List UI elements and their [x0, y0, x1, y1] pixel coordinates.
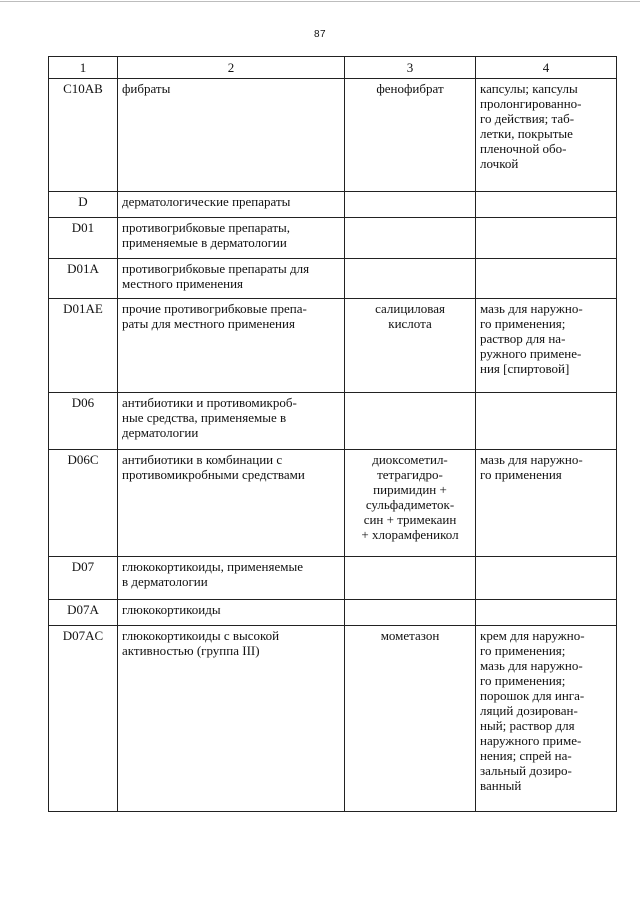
dosage-form-cell	[476, 259, 617, 299]
table-body	[49, 79, 617, 812]
anatomical-group-cell: противогрибковые препараты для местного применения	[118, 259, 345, 299]
anatomical-group-cell: антибиотики в комбинации с противомикробными средствами	[118, 450, 345, 557]
column-header-1: 1	[49, 57, 118, 79]
atc-code-cell: C10AB	[49, 79, 118, 192]
table-row	[49, 600, 617, 626]
anatomical-group-cell: глюкокортикоиды	[118, 600, 345, 626]
table-row	[49, 299, 617, 393]
anatomical-group-cell: дерматологические препараты	[118, 192, 345, 218]
column-header-2: 2	[118, 57, 345, 79]
top-scan-edge	[0, 1, 640, 2]
dosage-form-cell	[476, 557, 617, 600]
table-row	[49, 557, 617, 600]
anatomical-group-cell: антибиотики и противомикроб- ные средства, применяемые в дерматологии	[118, 393, 345, 450]
atc-code-cell: D	[49, 192, 118, 218]
dosage-form-cell: крем для наружно- го применения; мазь для наружно- го применения; порошок для инга- ляций дозирован- ный; раствор для наружного приме- нения; спрей на- зальный дозиро- ванный	[476, 626, 617, 812]
anatomical-group-cell: глюкокортикоиды с высокой активностью (группа III)	[118, 626, 345, 812]
table-row	[49, 79, 617, 192]
atc-code-cell: D01	[49, 218, 118, 259]
drug-name-cell	[345, 600, 476, 626]
anatomical-group-cell: противогрибковые препараты, применяемые в дерматологии	[118, 218, 345, 259]
drug-name-cell	[345, 557, 476, 600]
dosage-form-cell	[476, 393, 617, 450]
drug-name-cell: мометазон	[345, 626, 476, 812]
table-row	[49, 192, 617, 218]
table-header-row	[49, 57, 617, 79]
atc-code-cell: D06	[49, 393, 118, 450]
dosage-form-cell	[476, 218, 617, 259]
drug-name-cell	[345, 218, 476, 259]
table-row	[49, 626, 617, 812]
atc-code-cell: D07A	[49, 600, 118, 626]
anatomical-group-cell: глюкокортикоиды, применяемые в дерматологии	[118, 557, 345, 600]
column-header-3: 3	[345, 57, 476, 79]
atc-code-cell: D07	[49, 557, 118, 600]
atc-code-cell: D06C	[49, 450, 118, 557]
drug-name-cell: фенофибрат	[345, 79, 476, 192]
drug-name-cell: салициловая кислота	[345, 299, 476, 393]
dosage-form-cell: мазь для наружно- го применения	[476, 450, 617, 557]
atc-code-cell: D07AC	[49, 626, 118, 812]
dosage-form-cell: капсулы; капсулы пролонгированно- го действия; таб- летки, покрытые пленочной обо- лочкой	[476, 79, 617, 192]
table-row	[49, 259, 617, 299]
dosage-form-cell	[476, 192, 617, 218]
drug-classification-table	[48, 56, 617, 812]
drug-name-cell: диоксометил- тетрагидро- пиримидин + сульфадиметок- син + тримекаин + хлорамфеникол	[345, 450, 476, 557]
table-row	[49, 450, 617, 557]
drug-name-cell	[345, 192, 476, 218]
dosage-form-cell	[476, 600, 617, 626]
table-row	[49, 393, 617, 450]
anatomical-group-cell: прочие противогрибковые препа- раты для местного применения	[118, 299, 345, 393]
atc-code-cell: D01A	[49, 259, 118, 299]
drug-name-cell	[345, 393, 476, 450]
table-row	[49, 218, 617, 259]
atc-code-cell: D01AE	[49, 299, 118, 393]
column-header-4: 4	[476, 57, 617, 79]
dosage-form-cell: мазь для наружно- го применения; раствор для на- ружного примене- ния [спиртовой]	[476, 299, 617, 393]
drug-name-cell	[345, 259, 476, 299]
page-number: 87	[313, 29, 327, 40]
anatomical-group-cell: фибраты	[118, 79, 345, 192]
